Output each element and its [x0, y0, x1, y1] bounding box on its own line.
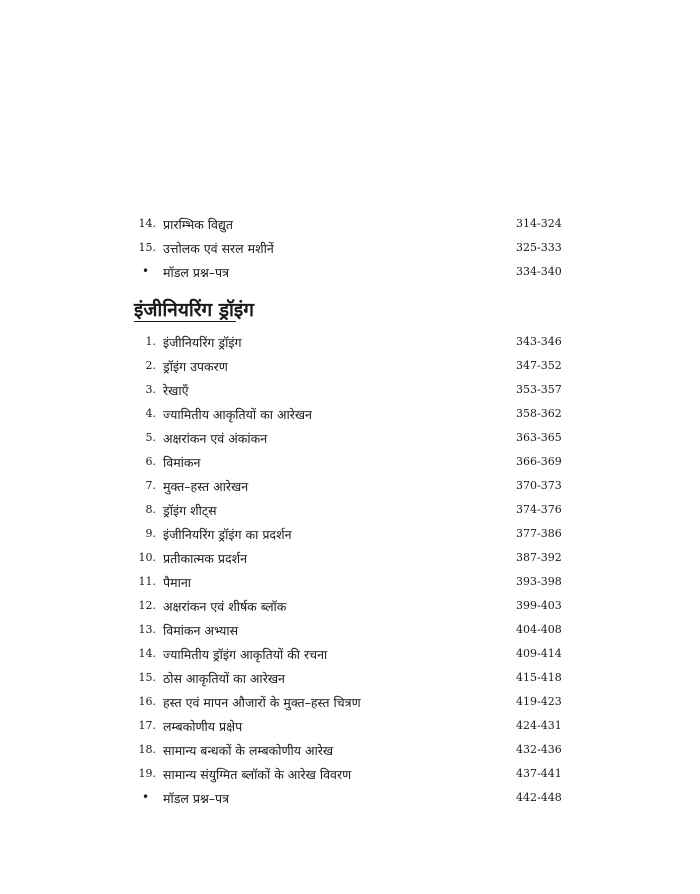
toc-row [0, 238, 700, 262]
toc-row-title: मॉडल प्रश्न–पत्र [163, 791, 230, 806]
toc-row [0, 692, 700, 716]
toc-row-title: ठोस आकृतियों का आरेखन [163, 671, 285, 686]
toc-row-number: 7. [145, 479, 156, 492]
toc-row-title: पैमाना [163, 575, 191, 590]
toc-row [0, 524, 700, 548]
toc-row-pages: 366-369 [516, 455, 562, 468]
toc-row-title: मॉडल प्रश्न–पत्र [163, 265, 230, 280]
toc-row [0, 668, 700, 692]
toc-row [0, 740, 700, 764]
toc-row-title: ज्यामितीय आकृतियों का आरेखन [163, 407, 312, 422]
toc-row [0, 572, 700, 596]
section-heading: इंजीनियरिंग ड्रॉइंग [134, 299, 254, 321]
toc-row-number: 10. [138, 551, 156, 564]
toc-row-number: 15. [138, 241, 156, 254]
toc-row-pages: 415-418 [516, 671, 562, 684]
toc-row-number: 9. [145, 527, 156, 540]
toc-row-pages: 432-436 [516, 743, 562, 756]
toc-row [0, 620, 700, 644]
toc-row-title: प्रतीकात्मक प्रदर्शन [163, 551, 248, 566]
toc-row [0, 716, 700, 740]
toc-row [0, 644, 700, 668]
toc-row [0, 452, 700, 476]
toc-row [0, 428, 700, 452]
toc-row-pages: 363-365 [516, 431, 562, 444]
toc-row-pages: 409-414 [516, 647, 562, 660]
toc-row-title: विमांकन अभ्यास [163, 623, 239, 638]
toc-row-pages: 358-362 [516, 407, 562, 420]
toc-row-pages: 353-357 [516, 383, 562, 396]
toc-row-pages: 419-423 [516, 695, 562, 708]
toc-row-number: 6. [145, 455, 156, 468]
toc-row [0, 332, 700, 356]
toc-row-pages: 374-376 [516, 503, 562, 516]
toc-row-title: विमांकन [163, 455, 201, 470]
toc-row [0, 548, 700, 572]
toc-row-number: 2. [145, 359, 156, 372]
toc-row-number: 13. [138, 623, 156, 636]
toc-row [0, 788, 700, 812]
toc-row-pages: 442-448 [516, 791, 562, 804]
toc-row-title: सामान्य बन्धकों के लम्बकोणीय आरेख [163, 743, 334, 758]
toc-row [0, 214, 700, 238]
toc-row-number: 1. [145, 335, 156, 348]
toc-row-pages: 393-398 [516, 575, 562, 588]
toc-row [0, 356, 700, 380]
bullet-icon: • [142, 264, 150, 278]
toc-row-number: 16. [138, 695, 156, 708]
toc-row-title: इंजीनियरिंग ड्रॉइंग का प्रदर्शन [163, 527, 292, 542]
toc-row [0, 380, 700, 404]
toc-row-title: सामान्य संयुग्मित ब्लॉकों के आरेख विवरण [163, 767, 352, 782]
toc-row-number: 18. [138, 743, 156, 756]
toc-row-title: रेखाएँ [163, 383, 189, 398]
toc-row-number: 3. [145, 383, 156, 396]
toc-row-number: 11. [138, 575, 156, 588]
toc-row-title: अक्षरांकन एवं शीर्षक ब्लॉक [163, 599, 287, 614]
toc-row-pages: 325-333 [516, 241, 562, 254]
toc-row [0, 500, 700, 524]
toc-row-pages: 387-392 [516, 551, 562, 564]
toc-row [0, 476, 700, 500]
toc-row-title: लम्बकोणीय प्रक्षेप [163, 719, 243, 734]
toc-row [0, 404, 700, 428]
bullet-icon: • [142, 790, 150, 804]
toc-row [0, 262, 700, 286]
toc-row-pages: 424-431 [516, 719, 562, 732]
toc-row-title: उत्तोलक एवं सरल मशीनें [163, 241, 274, 256]
toc-row-pages: 399-403 [516, 599, 562, 612]
toc-row-title: मुक्त–हस्त आरेखन [163, 479, 249, 494]
toc-row-title: ज्यामितीय ड्रॉइंग आकृतियों की रचना [163, 647, 328, 662]
toc-row [0, 764, 700, 788]
toc-row-title: प्रारम्भिक विद्युत [163, 217, 233, 232]
toc-row-title: हस्त एवं मापन औजारों के मुक्त–हस्त चित्रण [163, 695, 361, 710]
toc-row-pages: 343-346 [516, 335, 562, 348]
toc-row-number: 8. [145, 503, 156, 516]
toc-row-pages: 437-441 [516, 767, 562, 780]
toc-row-title: इंजीनियरिंग ड्रॉइंग [163, 335, 242, 350]
toc-row-pages: 370-373 [516, 479, 562, 492]
toc-row-pages: 314-324 [516, 217, 562, 230]
toc-row-number: 14. [138, 217, 156, 230]
toc-row-title: ड्रॉइंग उपकरण [163, 359, 228, 374]
toc-row-title: ड्रॉइंग शीट्स [163, 503, 217, 518]
toc-row-number: 5. [145, 431, 156, 444]
toc-row-number: 17. [138, 719, 156, 732]
toc-row-title: अक्षरांकन एवं अंकांकन [163, 431, 268, 446]
toc-row-pages: 377-386 [516, 527, 562, 540]
toc-row-pages: 404-408 [516, 623, 562, 636]
toc-row [0, 596, 700, 620]
toc-row-number: 4. [145, 407, 156, 420]
toc-row-number: 12. [138, 599, 156, 612]
toc-row-pages: 347-352 [516, 359, 562, 372]
toc-row-number: 19. [138, 767, 156, 780]
heading-underline [134, 321, 236, 322]
toc-row-pages: 334-340 [516, 265, 562, 278]
toc-row-number: 14. [138, 647, 156, 660]
toc-row-number: 15. [138, 671, 156, 684]
